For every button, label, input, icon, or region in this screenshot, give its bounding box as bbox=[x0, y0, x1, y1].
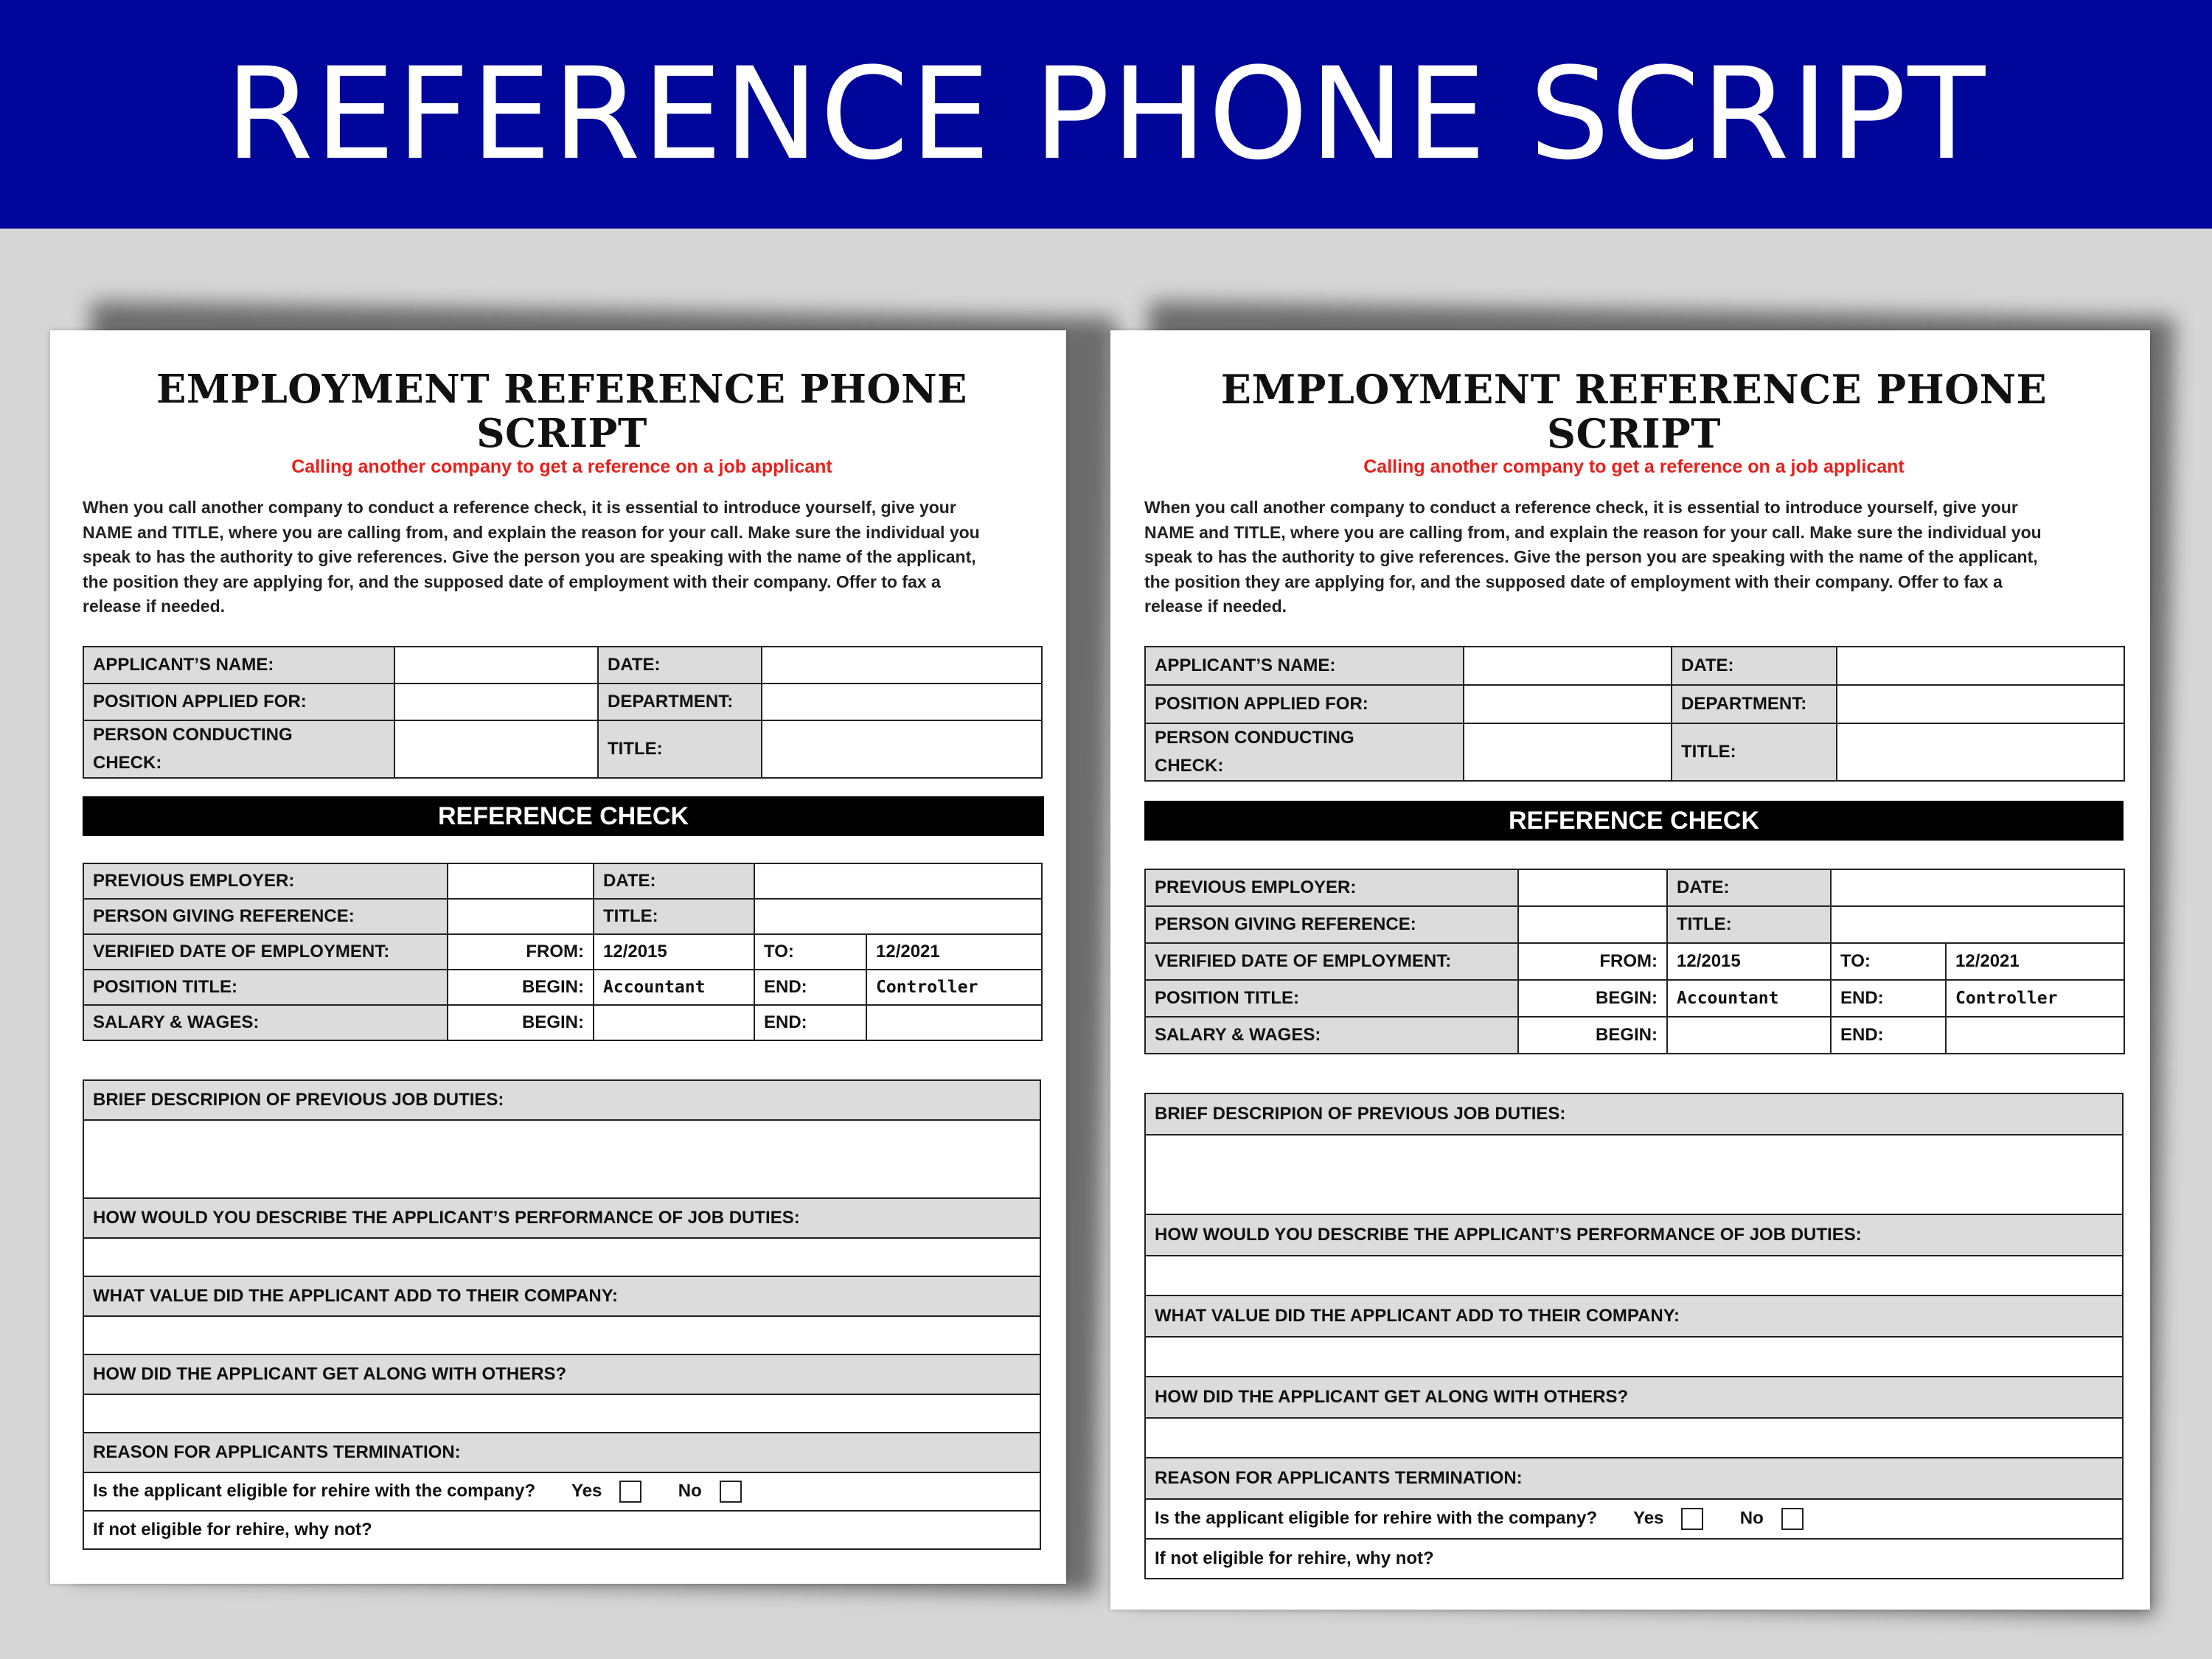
date-field[interactable] bbox=[1837, 647, 2124, 685]
why-not-row[interactable]: If not eligible for rehire, why not? bbox=[1145, 1539, 2123, 1579]
to-value[interactable]: 12/2021 bbox=[1946, 943, 2124, 980]
department-label: DEPARTMENT: bbox=[1672, 685, 1837, 723]
person-giving-field[interactable] bbox=[1518, 906, 1667, 943]
ref-title-field[interactable] bbox=[1831, 906, 2124, 943]
applicant-name-field[interactable] bbox=[1464, 647, 1672, 685]
question-duties: BRIEF DESCRIPION OF PREVIOUS JOB DUTIES: bbox=[83, 1080, 1040, 1120]
answer-value[interactable] bbox=[83, 1316, 1040, 1354]
no-label: No bbox=[678, 1480, 702, 1500]
ref-title-label: TITLE: bbox=[594, 899, 754, 934]
person-conducting-label: PERSON CONDUCTING CHECK: bbox=[83, 720, 394, 778]
person-giving-field[interactable] bbox=[448, 899, 594, 934]
ref-date-label: DATE: bbox=[1667, 869, 1831, 906]
no-label: No bbox=[1739, 1507, 1764, 1528]
salary-begin-field[interactable] bbox=[594, 1005, 754, 1040]
answer-duties[interactable] bbox=[1145, 1135, 2123, 1214]
rehire-row bbox=[83, 1472, 1040, 1511]
to-label: TO: bbox=[1831, 943, 1946, 980]
title-label: TITLE: bbox=[1672, 723, 1837, 781]
question-termination: REASON FOR APPLICANTS TERMINATION: bbox=[1145, 1458, 2123, 1499]
doc-subtitle: Calling another company to get a reference on a job applicant bbox=[291, 456, 832, 477]
question-value: WHAT VALUE DID THE APPLICANT ADD TO THEIR COMPANY: bbox=[83, 1276, 1040, 1316]
applicant-table bbox=[1144, 646, 2125, 782]
salary-end-field[interactable] bbox=[1946, 1017, 2124, 1054]
rehire-question: Is the applicant eligible for rehire with the company? bbox=[93, 1480, 536, 1500]
doc-intro bbox=[83, 495, 1041, 619]
doc-subtitle: Calling another company to get a reference on a job applicant bbox=[1363, 456, 1905, 477]
begin-value[interactable]: Accountant bbox=[594, 970, 754, 1005]
department-field[interactable] bbox=[1837, 685, 2124, 723]
previous-employer-field[interactable] bbox=[448, 863, 594, 899]
ref-title-field[interactable] bbox=[754, 899, 1042, 934]
position-applied-label: POSITION APPLIED FOR: bbox=[1145, 685, 1464, 723]
intro-line: NAME and TITLE, where you are calling from, and explain the reason for your call. Make sure the individual you bbox=[83, 522, 980, 542]
person-giving-label: PERSON GIVING REFERENCE: bbox=[1145, 906, 1518, 943]
begin-value[interactable]: Accountant bbox=[1667, 980, 1831, 1017]
yes-checkbox[interactable] bbox=[619, 1481, 641, 1503]
previous-employer-label: PREVIOUS EMPLOYER: bbox=[83, 863, 448, 899]
begin-label: BEGIN: bbox=[448, 970, 594, 1005]
from-label: FROM: bbox=[1518, 943, 1667, 980]
person-conducting-field[interactable] bbox=[394, 720, 598, 778]
salary-end-label: END: bbox=[1831, 1017, 1946, 1054]
intro-line: When you call another company to conduct a reference check, it is essential to introduce yourself, give your bbox=[1144, 498, 2018, 517]
department-field[interactable] bbox=[762, 684, 1042, 720]
question-duties: BRIEF DESCRIPION OF PREVIOUS JOB DUTIES: bbox=[1145, 1093, 2123, 1135]
reference-check-bar: REFERENCE CHECK bbox=[83, 796, 1044, 836]
question-others: HOW DID THE APPLICANT GET ALONG WITH OTHERS? bbox=[83, 1354, 1040, 1394]
intro-line: When you call another company to conduct a reference check, it is essential to introduce yourself, give your bbox=[83, 498, 956, 517]
salary-end-label: END: bbox=[754, 1005, 866, 1040]
previous-employer-field[interactable] bbox=[1518, 869, 1667, 906]
intro-line: the position they are applying for, and the supposed date of employment with their company. Offer to fax a bbox=[83, 571, 941, 591]
title-label: TITLE: bbox=[598, 720, 762, 778]
end-label: END: bbox=[754, 970, 866, 1005]
to-label: TO: bbox=[754, 934, 866, 970]
yes-checkbox[interactable] bbox=[1681, 1508, 1703, 1530]
rehire-question: Is the applicant eligible for rehire with the company? bbox=[1155, 1507, 1598, 1528]
answer-performance[interactable] bbox=[83, 1238, 1040, 1276]
rehire-row bbox=[1145, 1499, 2123, 1539]
banner-title: REFERENCE PHONE SCRIPT bbox=[225, 40, 1987, 188]
question-value: WHAT VALUE DID THE APPLICANT ADD TO THEIR COMPANY: bbox=[1145, 1295, 2123, 1337]
doc-content bbox=[83, 367, 1041, 1550]
salary-begin-label: BEGIN: bbox=[448, 1005, 594, 1040]
verified-date-label: VERIFIED DATE OF EMPLOYMENT: bbox=[1145, 943, 1518, 980]
answer-others[interactable] bbox=[1145, 1418, 2123, 1458]
salary-label: SALARY & WAGES: bbox=[83, 1005, 448, 1040]
person-giving-label: PERSON GIVING REFERENCE: bbox=[83, 899, 448, 934]
ref-date-field[interactable] bbox=[1831, 869, 2124, 906]
ref-title-label: TITLE: bbox=[1667, 906, 1831, 943]
yes-label: Yes bbox=[571, 1480, 602, 1500]
question-others: HOW DID THE APPLICANT GET ALONG WITH OTHERS? bbox=[1145, 1377, 2123, 1418]
reference-table bbox=[1144, 869, 2125, 1054]
question-termination: REASON FOR APPLICANTS TERMINATION: bbox=[83, 1433, 1040, 1472]
applicant-table bbox=[83, 646, 1043, 779]
no-checkbox[interactable] bbox=[1781, 1508, 1804, 1530]
to-value[interactable]: 12/2021 bbox=[866, 934, 1042, 970]
reference-table bbox=[83, 863, 1043, 1041]
date-field[interactable] bbox=[762, 647, 1042, 684]
from-label: FROM: bbox=[448, 934, 594, 970]
salary-begin-label: BEGIN: bbox=[1518, 1017, 1667, 1054]
doc-title: EMPLOYMENT REFERENCE PHONE SCRIPT bbox=[1220, 366, 2048, 457]
applicant-name-field[interactable] bbox=[394, 647, 598, 684]
end-value[interactable]: Controller bbox=[1946, 980, 2124, 1017]
banner bbox=[0, 0, 2212, 229]
ref-date-field[interactable] bbox=[754, 863, 1042, 899]
previous-employer-label: PREVIOUS EMPLOYER: bbox=[1145, 869, 1518, 906]
answer-duties[interactable] bbox=[83, 1120, 1040, 1198]
position-title-label: POSITION TITLE: bbox=[83, 970, 448, 1005]
question-performance: HOW WOULD YOU DESCRIBE THE APPLICANT’S PERFORMANCE OF JOB DUTIES: bbox=[1145, 1214, 2123, 1256]
document-left bbox=[50, 330, 1066, 1584]
intro-line: release if needed. bbox=[83, 597, 226, 616]
no-checkbox[interactable] bbox=[720, 1481, 742, 1503]
reference-check-bar: REFERENCE CHECK bbox=[1144, 801, 2124, 841]
from-value[interactable]: 12/2015 bbox=[594, 934, 754, 970]
answer-value[interactable] bbox=[1145, 1337, 2123, 1377]
position-applied-label: POSITION APPLIED FOR: bbox=[83, 684, 394, 720]
doc-title: EMPLOYMENT REFERENCE PHONE SCRIPT bbox=[156, 366, 967, 456]
verified-date-label: VERIFIED DATE OF EMPLOYMENT: bbox=[83, 934, 448, 970]
questions-table bbox=[83, 1079, 1041, 1550]
position-applied-field[interactable] bbox=[1464, 685, 1672, 723]
title-field[interactable] bbox=[762, 720, 1042, 778]
answer-performance[interactable] bbox=[1145, 1256, 2123, 1295]
salary-begin-field[interactable] bbox=[1667, 1017, 1831, 1054]
end-label: END: bbox=[1831, 980, 1946, 1017]
person-conducting-label: PERSON CONDUCTING CHECK: bbox=[1145, 723, 1464, 781]
intro-line: release if needed. bbox=[1144, 597, 1287, 616]
questions-table bbox=[1144, 1093, 2124, 1579]
date-label: DATE: bbox=[598, 647, 762, 684]
date-label: DATE: bbox=[1672, 647, 1837, 685]
intro-line: the position they are applying for, and the supposed date of employment with their company. Offer to fax a bbox=[1144, 571, 2003, 591]
intro-line: NAME and TITLE, where you are calling from, and explain the reason for your call. Make sure the individual you bbox=[1144, 522, 2042, 542]
doc-content bbox=[1144, 367, 2124, 1579]
question-performance: HOW WOULD YOU DESCRIBE THE APPLICANT’S PERFORMANCE OF JOB DUTIES: bbox=[83, 1198, 1040, 1238]
doc-intro bbox=[1144, 495, 2124, 619]
begin-label: BEGIN: bbox=[1518, 980, 1667, 1017]
salary-label: SALARY & WAGES: bbox=[1145, 1017, 1518, 1054]
ref-date-label: DATE: bbox=[594, 863, 754, 899]
document-right bbox=[1110, 330, 2150, 1610]
position-title-label: POSITION TITLE: bbox=[1145, 980, 1518, 1017]
intro-line: speak to has the authority to give references. Give the person you are speaking with the name of the applicant, bbox=[83, 547, 976, 566]
applicant-name-label: APPLICANT’S NAME: bbox=[1145, 647, 1464, 685]
salary-end-field[interactable] bbox=[866, 1005, 1042, 1040]
yes-label: Yes bbox=[1633, 1507, 1664, 1528]
person-conducting-field[interactable] bbox=[1464, 723, 1672, 781]
end-value[interactable]: Controller bbox=[866, 970, 1042, 1005]
answer-others[interactable] bbox=[83, 1394, 1040, 1433]
why-not-row[interactable]: If not eligible for rehire, why not? bbox=[83, 1511, 1040, 1549]
applicant-name-label: APPLICANT’S NAME: bbox=[83, 647, 394, 684]
title-field[interactable] bbox=[1837, 723, 2124, 781]
from-value[interactable]: 12/2015 bbox=[1667, 943, 1831, 980]
intro-line: speak to has the authority to give references. Give the person you are speaking with the name of the applicant, bbox=[1144, 547, 2038, 566]
department-label: DEPARTMENT: bbox=[598, 684, 762, 720]
position-applied-field[interactable] bbox=[394, 684, 598, 720]
